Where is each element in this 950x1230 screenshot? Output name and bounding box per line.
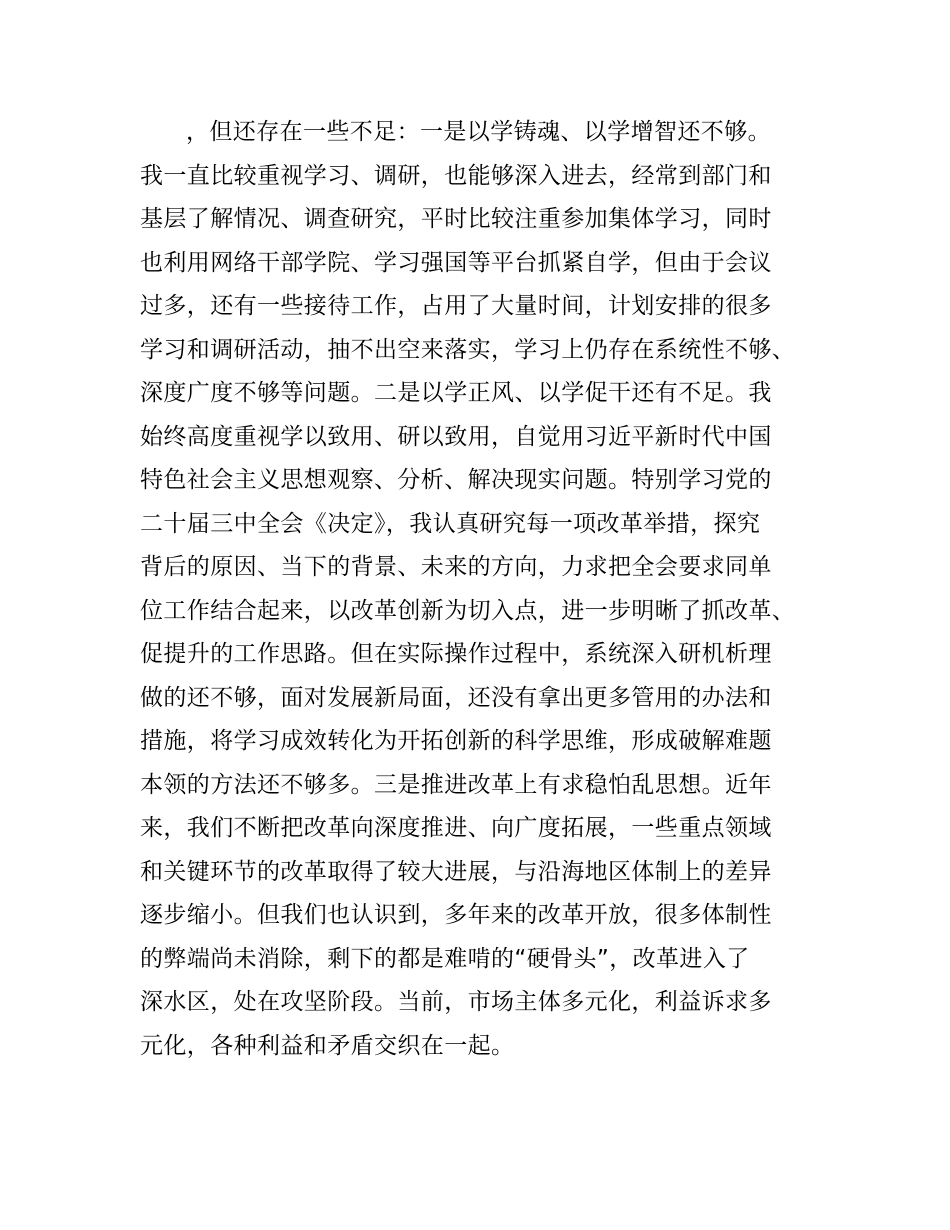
text-line: 深度广度不够等问题。二是以学正风、以学促干还有不足。我	[140, 380, 772, 406]
text-line: 也利用网络干部学院、学习强国等平台抓紧自学，但由于会议	[140, 249, 772, 276]
paragraph	[140, 111, 830, 1068]
text-line: 本领的方法还不够多。三是推进改革上有求稳怕乱思想。近年	[140, 771, 772, 798]
text-line: 二十届三中全会《决定》，我认真研究每一项改革举措，探究	[140, 510, 761, 537]
text-line: 元化，各种利益和矛盾交织在一起。	[140, 1032, 515, 1059]
text-line: 我一直比较重视学习、调研，也能够深入进去，经常到部门和	[140, 162, 772, 189]
text-line: 位工作结合起来，以改革创新为切入点，进一步明晰了抓改革、	[140, 597, 796, 624]
text-line: 来，我们不断把改革向深度推进、向广度拓展，一些重点领域	[140, 815, 772, 841]
text-line: 学习和调研活动，抽不出空来落实，学习上仍存在系统性不够、	[140, 336, 796, 363]
text-line: 过多，还有一些接待工作，占用了大量时间，计划安排的很多	[140, 293, 772, 319]
text-line: 特色社会主义思想观察、分析、解决现实问题。特别学习党的	[140, 467, 772, 493]
text-line: 始终高度重视学以致用、研以致用，自觉用习近平新时代中国	[140, 423, 772, 450]
text-line: 逐步缩小。但我们也认识到，多年来的改革开放，很多体制性	[140, 902, 772, 928]
text-line: 措施，将学习成效转化为开拓创新的科学思维，形成破解难题	[140, 728, 772, 754]
text-line: 促提升的工作思路。但在实际操作过程中，系统深入研机析理	[140, 641, 772, 667]
text-line: 基层了解情况、调查研究，平时比较注重参加集体学习，同时	[140, 206, 772, 232]
text-line: 深水区，处在攻坚阶段。当前，市场主体多元化，利益诉求多	[140, 989, 772, 1015]
text-line: 和关键环节的改革取得了较大进展，与沿海地区体制上的差异	[140, 858, 772, 885]
text-line: ，但还存在一些不足：一是以学铸魂、以学增智还不够。	[186, 119, 771, 145]
text-line: 的弊端尚未消除，剩下的都是难啃的“硬骨头”，改革进入了	[140, 945, 750, 972]
text-line: 背后的原因、当下的背景、未来的方向，力求把全会要求同单	[140, 554, 772, 580]
text-line: 做的还不够，面对发展新局面，还没有拿出更多管用的办法和	[140, 684, 772, 711]
